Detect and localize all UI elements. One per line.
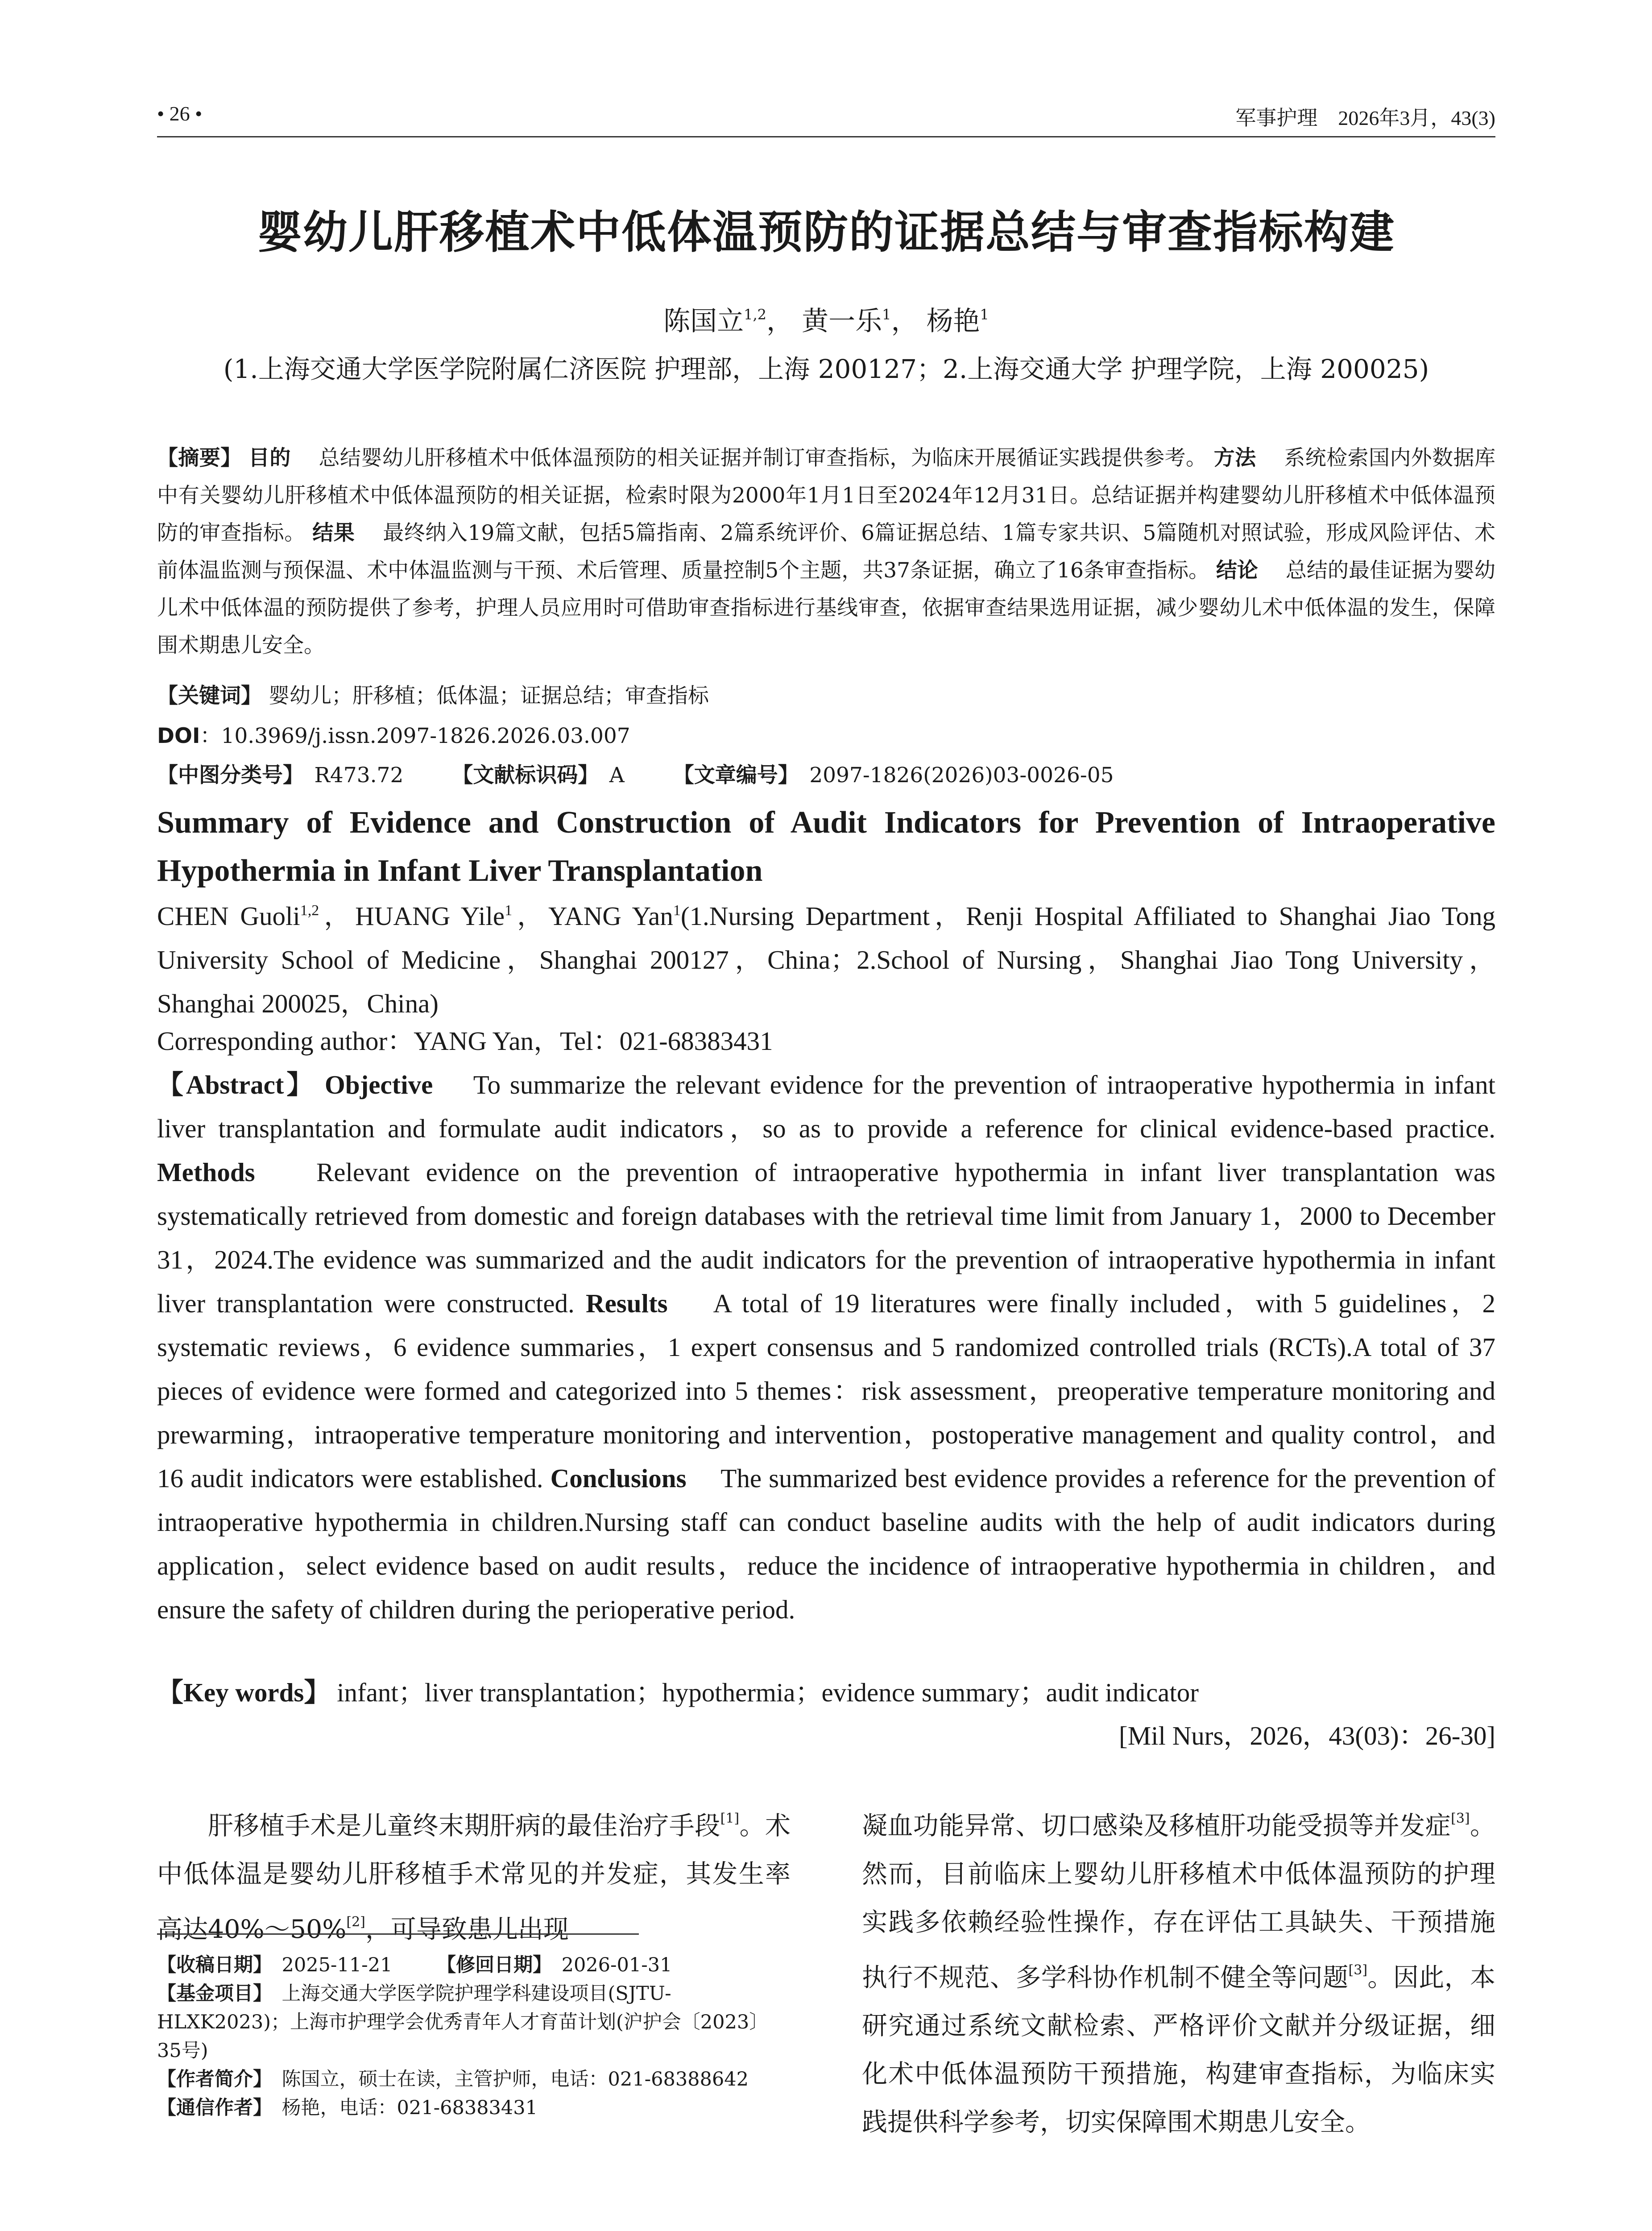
- paper-title: 婴幼儿肝移植术中低体温预防的证据总结与审查指标构建: [257, 206, 1395, 258]
- body-text: 凝血功能异常、切口感染及移植肝功能受损等并发症: [862, 1811, 1451, 1841]
- methods-label: 方法: [1213, 446, 1256, 470]
- methods-text: 系统检索国内外数据库中有关婴幼儿肝移植术中低体温预防的相关证据，检索时限为2000年1月1日至2024年12月31日。总结证据并构建婴幼儿肝移植术中低体温预防的审查指标。: [157, 446, 1495, 545]
- reference-mark: [2]: [346, 1914, 365, 1930]
- conclusion-label: 结论: [1216, 558, 1258, 583]
- revised-label: 【修回日期】: [437, 1954, 542, 1976]
- citation: [Mil Nurs，2026，43(03)：26-30]: [1119, 1721, 1495, 1750]
- keywords-en-label: 【Key words】: [157, 1678, 331, 1707]
- english-title: Summary of Evidence and Construction of Audit Indicators for Prevention of Intraoperative Hypothermia in Infant Liver Transplantation: [157, 805, 1495, 888]
- author-affiliation-mark: 1: [980, 306, 989, 323]
- doi-label: DOI: [157, 724, 200, 748]
- corresponding-label: 【通信作者】: [157, 2097, 263, 2119]
- keywords-en-text: infant；liver transplantation；hypothermia；evidence summary；audit indicator: [337, 1678, 1199, 1707]
- received-label: 【收稿日期】: [157, 1954, 263, 1976]
- footnote-dates: [157, 1951, 791, 1979]
- reference-mark: [1]: [720, 1811, 740, 1826]
- corresponding-author: Corresponding author：YANG Yan，Tel：021-68383431: [157, 1026, 773, 1056]
- english-affiliation: (1.Nursing Department，Renji Hospital Affiliated to Shanghai Jiao Tong University School of Medicine，Shanghai 200127，China；2.School of Nursing，Shanghai Jiao Tong University，Shanghai 200025，China): [157, 901, 1495, 1018]
- body-text: 。因此，本研究通过系统文献检索、严格评价文献并分级证据，细化术中低体温预防干预措施，构建审查指标，为临床实践提供科学参考，切实保障围术期患儿安全。: [862, 1963, 1496, 2137]
- author-affiliation-mark: 1: [505, 902, 513, 919]
- author-name-en: ，HUANG Yile: [319, 901, 505, 931]
- abstract-cn: [157, 440, 1495, 664]
- keywords-text: 婴幼儿；肝移植；低体温；证据总结；审查指标: [268, 684, 709, 708]
- conclusions-en-text: The summarized best evidence provides a reference for the prevention of intraoperative hypothermia in children.Nursing staff can conduct baseline audits with the help of audit indicators during application，select evidence based on audit results，reduce the incidence of intraoperative hypothermia in children，and ensure the safety of children during the perioperative period.: [157, 1464, 1495, 1624]
- body-text: 。术中低体温是婴幼儿肝移植手术常见的并发症，其发生率高达40%～50%: [157, 1811, 791, 1944]
- doi-value: ：10.3969/j.issn.2097-1826.2026.03.007: [200, 724, 630, 748]
- footnote-corresponding: [157, 2094, 791, 2122]
- keywords-en: [157, 1671, 1495, 1714]
- conclusion-text: 总结的最佳证据为婴幼儿术中低体温的预防提供了参考，护理人员应用时可借助审查指标进行基线审查，依据审查结果选用证据，减少婴幼儿术中低体温的发生，保障围术期患儿安全。: [157, 558, 1496, 658]
- classification-line: [157, 759, 1495, 788]
- header-rule: [157, 136, 1495, 137]
- author-name-en: CHEN Guoli: [157, 901, 300, 931]
- affiliation: (1.上海交通大学医学院附属仁济医院 护理部，上海 200127；2.上海交通大学 护理学院，上海 200025): [223, 354, 1429, 384]
- fund-text: 上海交通大学医学院护理学科建设项目(SJTU-HLXK2023)；上海市护理学会优秀青年人才育苗计划(沪护会〔2023〕35号): [157, 1982, 769, 2062]
- doc-code-label: 【文献标识码】: [452, 763, 588, 788]
- author-bio-label: 【作者简介】: [157, 2068, 263, 2090]
- reference-mark: [3]: [1348, 1962, 1368, 1978]
- author-affiliation-mark: 1,2: [744, 306, 766, 323]
- article-number-value: 2097-1826(2026)03-0026-05: [809, 763, 1114, 788]
- received-date: 2025-11-21: [282, 1954, 393, 1976]
- clc-value: R473.72: [314, 763, 404, 788]
- objective-en-text: To summarize the relevant evidence for the prevention of intraoperative hypothermia in infant liver transplantation and formulate audit indicators，so as to provide a reference for clinical evidence-based practice.: [157, 1070, 1495, 1143]
- keywords-cn: [157, 679, 1495, 709]
- abstract-en: [157, 1063, 1495, 1631]
- methods-en-label: Methods: [157, 1157, 255, 1187]
- doi-line: [157, 719, 1495, 749]
- doc-code-value: A: [609, 763, 625, 788]
- clc-label: 【中图分类号】: [157, 763, 294, 788]
- author-separator: ，: [891, 306, 918, 337]
- keywords-label: 【关键词】: [157, 684, 262, 708]
- article-number-label: 【文章编号】: [673, 763, 789, 788]
- author-name-en: ，YANG Yan: [512, 901, 673, 931]
- body-text: 肝移植手术是儿童终末期肝病的最佳治疗手段: [208, 1811, 720, 1841]
- author-affiliation-mark: 1: [882, 306, 891, 323]
- fund-label: 【基金项目】: [157, 1982, 263, 2005]
- results-text: 最终纳入19篇文献，包括5篇指南、2篇系统评价、6篇证据总结、1篇专家共识、5篇随机对照试验，形成风险评估、术前体温监测与预保温、术中体温监测与干预、术后管理、质量控制5个主题，共37条证据，确立了16条审查指标。: [157, 521, 1495, 583]
- corresponding-text: 杨艳，电话：021-68383431: [282, 2097, 538, 2119]
- objective-en-label: Objective: [324, 1070, 433, 1099]
- footnote-author: [157, 2065, 791, 2094]
- results-en-text: A total of 19 literatures were finally included，with 5 guidelines，2 systematic reviews，6 evidence summaries，1 expert consensus and 5 randomized controlled trials (RCTs).A total of 37 pieces of evidence were formed and categorized into 5 themes：risk assessment，preoperative temperature monitoring and prewarming，intraoperative temperature monitoring and intervention，postoperative management and quality control，and 16 audit indicators were established.: [157, 1289, 1496, 1493]
- page-number: • 26 •: [157, 102, 203, 125]
- results-label: 结果: [312, 521, 355, 545]
- body-left-column: [157, 1795, 791, 1953]
- author-name: 黄一乐: [802, 306, 882, 337]
- journal-header: 军事护理 2026年3月，43(3): [1235, 107, 1495, 129]
- results-en-label: Results: [586, 1289, 668, 1318]
- revised-date: 2026-01-31: [561, 1954, 672, 1976]
- author-name: 杨艳: [926, 306, 980, 337]
- english-authors: [157, 889, 1495, 1025]
- methods-en-text: Relevant evidence on the prevention of intraoperative hypothermia in infant liver transplantation was systematically retrieved from domestic and foreign databases with the retrieval time limit from January 1，2000 to December 31，2024.The evidence was summarized and the audit indicators for the prevention of intraoperative hypothermia in infant liver transplantation were constructed.: [157, 1157, 1495, 1318]
- footnote-fund: [157, 1979, 791, 2065]
- body-text: ，可导致患儿出现: [365, 1915, 569, 1944]
- author-affiliation-mark: 1: [673, 902, 681, 919]
- objective-text: 总结婴幼儿肝移植术中低体温预防的相关证据并制订审查指标，为临床开展循证实践提供参考。: [319, 446, 1207, 470]
- conclusions-en-label: Conclusions: [550, 1464, 687, 1493]
- author-separator: ，: [766, 306, 793, 337]
- author-name: 陈国立: [663, 306, 744, 337]
- author-list: [157, 300, 1495, 338]
- author-bio-text: 陈国立，硕士在读，主管护师，电话：021-68388642: [282, 2068, 749, 2090]
- body-right-column: [862, 1795, 1495, 2146]
- objective-label: 目的: [248, 446, 291, 470]
- abstract-label: 【摘要】: [157, 446, 242, 470]
- body-text: 。然而，目前临床上婴幼儿肝移植术中低体温预防的护理实践多依赖经验性操作，存在评估工具缺失、干预措施执行不规范、多学科协作机制不健全等问题: [862, 1811, 1496, 1992]
- abstract-en-label: 【Abstract】: [157, 1070, 316, 1099]
- reference-mark: [3]: [1451, 1811, 1470, 1826]
- footnote-rule: [157, 1933, 639, 1935]
- author-affiliation-mark: 1,2: [300, 902, 319, 919]
